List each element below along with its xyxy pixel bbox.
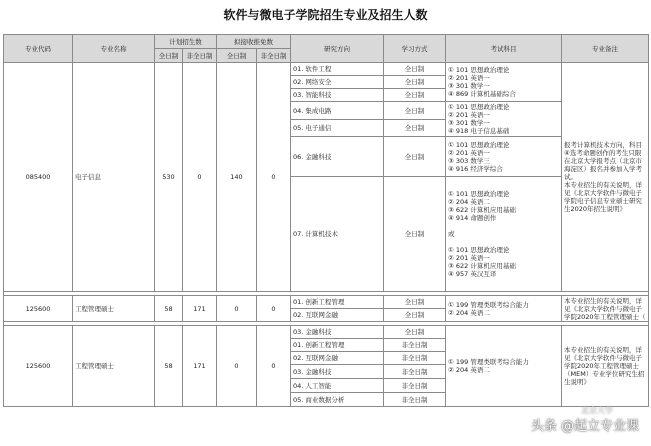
note-paragraph: 本专业招生的有关说明，详见《北京大学软件与微电子学院2020年工程管理硕士（MEM）专业学位研究生招生说明》 — [564, 346, 645, 386]
exam-subject-line: ① 101 思想政治理论 — [448, 66, 510, 74]
direction-label: 06. 金融科技 — [291, 137, 384, 177]
plan-full-count: 58 — [155, 296, 183, 322]
major-code: 125600 — [4, 296, 73, 322]
plan-part-count: 0 — [183, 63, 217, 292]
note-paragraph: 本专业招生的有关说明，详见《北京大学软件与微电子学院电子信息专业硕士研究生2020年招生说明》 — [564, 181, 642, 213]
watermark: 头条 @起立专业课 — [530, 419, 639, 434]
table-row — [4, 296, 649, 309]
exam-subject-line: ② 201 英语一 — [448, 148, 490, 157]
study-mode: 全日制 — [384, 76, 446, 89]
plan-full-count: 530 — [155, 63, 183, 292]
exempt-full-count: 0 — [217, 326, 257, 407]
study-mode: 全日制 — [384, 120, 446, 137]
exam-subject-line: ② 204 英语二 — [448, 308, 490, 317]
exam-subject-line: ① 101 思想政治理论 — [448, 246, 510, 254]
study-mode: 全日制 — [384, 177, 446, 292]
header-name: 专业名称 — [73, 35, 155, 63]
direction-label: 03. 金融科技 — [291, 326, 384, 339]
header-notes: 专业备注 — [562, 35, 649, 63]
exempt-part-count: 0 — [257, 326, 291, 407]
major-notes — [562, 63, 649, 292]
exam-subject-line: ④ 869 计算机基础综合 — [448, 90, 516, 98]
exam-subjects — [446, 177, 562, 292]
exam-subject-line: ④ 957 英汉互译 — [448, 270, 497, 278]
header-code: 专业代码 — [4, 35, 73, 63]
direction-label: 03. 智能科技 — [291, 89, 384, 102]
direction-label: 02. 网络安全 — [291, 76, 384, 89]
major-name: 工程管理硕士 — [73, 296, 155, 322]
major-notes — [562, 326, 649, 407]
study-mode: 全日制 — [384, 89, 446, 102]
study-mode: 全日制 — [384, 326, 446, 339]
study-mode: 非全日制 — [384, 339, 446, 352]
note-paragraph: 本专业招生的有关说明，详见《北京大学软件与微电子学院2020年工程管理硕士（ — [564, 296, 646, 321]
exam-subject-line: ② 201 英语一 — [448, 254, 490, 262]
major-code: 125600 — [4, 326, 73, 407]
exam-subject-line: ③ 622 计算机应用基础 — [448, 206, 516, 214]
exam-subjects — [446, 102, 562, 137]
note-paragraph: 报考计算机技术方向，科目④选考命题创作的考生只限在北京大学报考点（北京市海淀区）报名并参加入学考试。 — [564, 141, 642, 181]
exam-subjects — [446, 326, 562, 407]
header-plan: 计划招生数 — [155, 35, 217, 49]
watermark-sub: 北京大学 — [581, 406, 613, 415]
exam-subject-line: ④ 914 命题创作 — [448, 214, 497, 222]
exam-subject-line: ② 201 英语一 — [448, 74, 490, 82]
exempt-full-count: 140 — [217, 63, 257, 292]
exam-subject-line: ① 199 管理类联考综合能力 — [448, 300, 529, 309]
direction-label: 02. 互联网金融 — [291, 309, 384, 322]
direction-label: 07. 计算机技术 — [291, 177, 384, 292]
exempt-part-count: 0 — [257, 63, 291, 292]
header-row — [4, 35, 649, 49]
header-exempt: 拟接收推免数 — [217, 35, 291, 49]
study-mode: 非全日制 — [384, 379, 446, 393]
exam-subject-line: 或 — [448, 230, 455, 238]
table-body — [4, 63, 649, 407]
exam-subject-line: ④ 916 经济学综合 — [448, 164, 503, 173]
header-subjects: 考试科目 — [446, 35, 562, 63]
major-name: 工程管理硕士 — [73, 326, 155, 407]
study-mode: 全日制 — [384, 137, 446, 177]
direction-label: 01. 软件工程 — [291, 63, 384, 76]
study-mode: 全日制 — [384, 309, 446, 322]
plan-full-count: 58 — [155, 326, 183, 407]
direction-label: 04. 人工智能 — [291, 379, 384, 393]
direction-label: 05. 电子通信 — [291, 120, 384, 137]
study-mode: 非全日制 — [384, 393, 446, 407]
exam-subject-line: ② 204 英语二 — [448, 198, 490, 206]
header-plan-full: 全日制 — [155, 49, 183, 63]
exam-subject-line — [448, 222, 559, 230]
major-name: 电子信息 — [73, 63, 155, 292]
exempt-part-count: 0 — [257, 296, 291, 322]
exam-subject-line: ③ 622 计算机应用基础 — [448, 262, 516, 270]
direction-label: 01. 创新工程管理 — [291, 296, 384, 309]
page-title: 软件与微电子学院招生专业及招生人数 — [223, 8, 428, 22]
plan-part-count: 171 — [183, 296, 217, 322]
header-mode: 学习方式 — [384, 35, 446, 63]
study-mode: 非全日制 — [384, 352, 446, 365]
header-exempt-part: 非全日制 — [257, 49, 291, 63]
exam-subject-line: ① 101 思想政治理论 — [448, 190, 510, 198]
exam-subjects — [446, 63, 562, 102]
header-direction: 研究方向 — [291, 35, 384, 63]
study-mode: 全日制 — [384, 63, 446, 76]
exam-subjects — [446, 137, 562, 177]
study-mode: 全日制 — [384, 296, 446, 309]
header-plan-part: 非全日制 — [183, 49, 217, 63]
major-notes — [562, 296, 649, 322]
study-mode: 非全日制 — [384, 365, 446, 379]
table-row — [4, 326, 649, 339]
study-mode: 全日制 — [384, 102, 446, 120]
exam-subject-line: ④ 918 电子信息基础 — [448, 127, 510, 135]
exam-subject-line: ① 101 思想政治理论 — [448, 140, 510, 149]
exam-subject-line: ③ 301 数学一 — [448, 119, 490, 127]
exam-subject-line — [448, 238, 559, 246]
exam-subject-line: ③ 301 数学一 — [448, 82, 490, 90]
admissions-table — [3, 34, 649, 407]
major-code: 085400 — [4, 63, 73, 292]
exam-subject-line: ③ 303 数学三 — [448, 156, 490, 165]
table-row — [4, 63, 649, 76]
plan-part-count: 171 — [183, 326, 217, 407]
exam-subjects — [446, 296, 562, 322]
direction-label: 03. 金融科技 — [291, 365, 384, 379]
direction-label: 04. 集成电路 — [291, 102, 384, 120]
exam-subject-line: ① 101 思想政治理论 — [448, 103, 510, 111]
direction-label: 02. 互联网金融 — [291, 352, 384, 365]
header-exempt-full: 全日制 — [217, 49, 257, 63]
direction-label: 05. 商业数据分析 — [291, 393, 384, 407]
direction-label: 01. 创新工程管理 — [291, 339, 384, 352]
exam-subject-line: ② 201 英语一 — [448, 111, 490, 119]
exempt-full-count: 0 — [217, 296, 257, 322]
exam-subject-line: ② 204 英语二 — [448, 366, 490, 374]
exam-subject-line: ① 199 管理类联考综合能力 — [448, 358, 529, 366]
